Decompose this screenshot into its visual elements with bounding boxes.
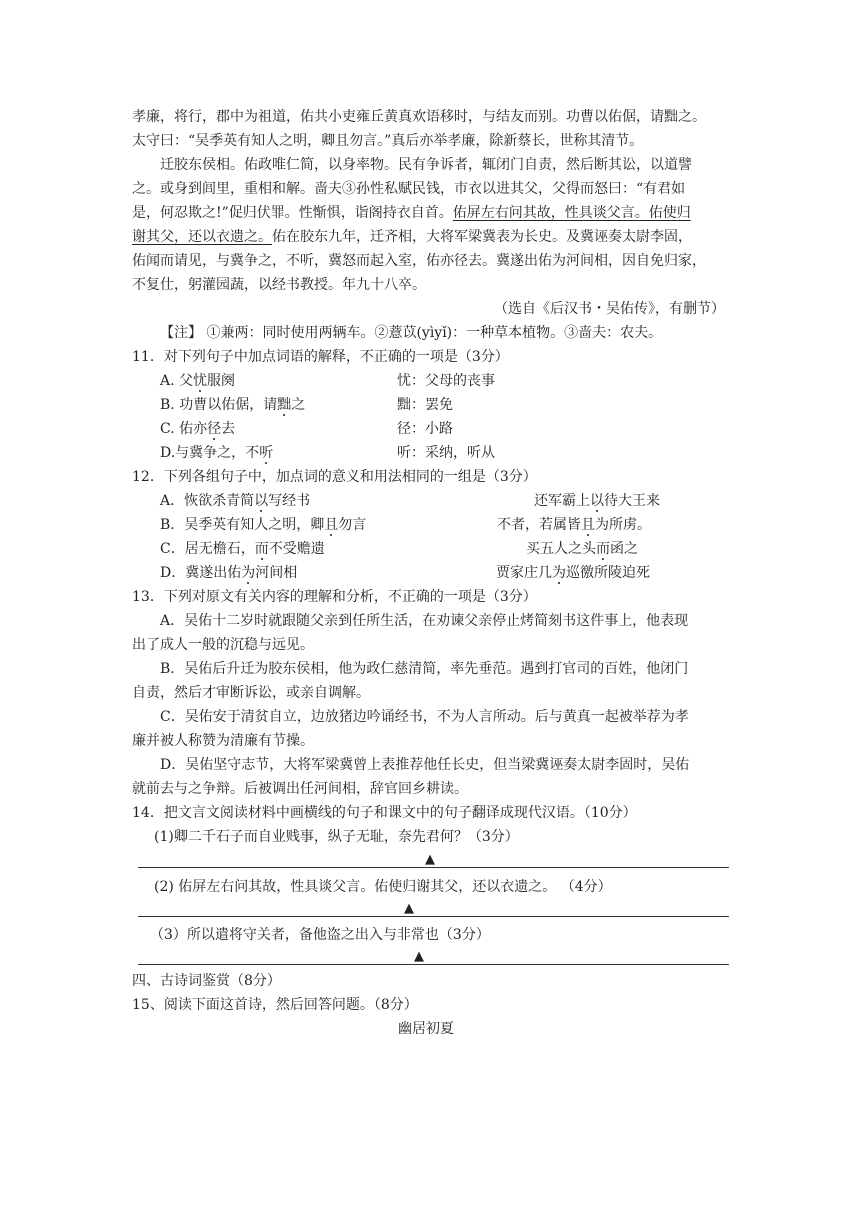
passage-line: 迁胶东侯相。佑政唯仁简，以身率物。民有争诉者，辄闭门自责，然后断其讼，以道譬 (160, 157, 692, 173)
answer-marker-icon: ▲ (425, 852, 435, 867)
q11-option-c: C. 佑亦径去 (160, 421, 236, 437)
dotted-word: 忧 (193, 373, 208, 389)
q11-option-a-gloss: 忧：父母的丧事 (397, 373, 495, 389)
answer-marker-icon: ▲ (414, 949, 424, 964)
q11-option-d-gloss: 听：采纳，听从 (397, 445, 495, 461)
q13-option-d: D．吴佑坚守志节，大将军梁冀曾上表推荐他任长史，但当梁冀诬奏太尉李固时，吴佑 (160, 757, 690, 773)
q13-option-a-cont: 出了成人一般的沉稳与远见。 (132, 637, 314, 653)
answer-marker-icon: ▲ (404, 901, 414, 916)
passage-line: 孝廉，将行，郡中为祖道，佑共小吏雍丘黄真欢语移时，与结友而别。功曹以佑倨，请黜之。 (132, 109, 706, 125)
q11-option-b-gloss: 黜：罢免 (397, 397, 453, 413)
q12-option-a-right: 还军霸上以待大王来 (534, 493, 660, 509)
q11-option-b: B. 功曹以佑倨，请黜之 (160, 397, 306, 413)
dotted-word: 以 (254, 493, 269, 509)
answer-line (138, 916, 729, 917)
underlined-sentence: 佑屏左右问其故，性具谈父言。佑使归 (452, 205, 691, 221)
question-15-stem: 15、阅读下面这首诗，然后回答问题。（8分） (132, 997, 418, 1013)
question-14-stem: 14．把文言文阅读材料中画横线的句子和课文中的句子翻译成现代汉语。（10分） (132, 805, 637, 821)
q11-option-d: D.与冀争之，不听 (160, 445, 274, 461)
q12-option-c-right: 买五人之头而函之 (526, 541, 638, 557)
dotted-word: 而 (254, 541, 269, 557)
q14-sentence-3: （3）所以遣将守关者，备他盗之出入与非常也（3分） (150, 927, 490, 943)
dotted-word: 且 (324, 517, 339, 533)
q14-sentence-2: (2) 佑屏左右问其故，性具谈父言。佑使归谢其父，还以衣遗之。 （4分） (154, 879, 612, 895)
dotted-word: 且 (581, 517, 595, 533)
footnote: 【注】 ①兼两：同时使用两辆车。②薏苡(yìyǐ)：一种草本植物。③啬夫：农夫。 (160, 325, 663, 341)
passage-line (132, 227, 692, 247)
source-citation: （选自《后汉书・吴佑传》，有删节） (494, 301, 725, 317)
passage-line (132, 203, 691, 223)
passage-line: 佑闻而请见，与冀争之，不听，冀怒而起入室，佑亦径去。冀遂出佑为河间相，因自免归家， (132, 253, 706, 269)
answer-line (138, 964, 729, 965)
q12-option-c-left: C．居无檐石，而不受赡遗 (160, 541, 325, 557)
passage-line: 太守曰：“吴季英有知人之明，卿且勿言。”真后亦举孝廉，除新蔡长，世称其清节。 (132, 133, 644, 149)
passage-text: 佑在胶东九年，迁齐相，大将军梁冀表为长史。及冀诬奏太尉李固， (272, 229, 692, 245)
q12-option-d-right: 贾家庄几为巡徼所陵迫死 (496, 565, 650, 581)
q13-option-b: B．吴佑后升迁为胶东侯相，他为政仁慈清简，率先垂范。遇到打官司的百姓，他闭门 (160, 661, 689, 677)
question-12-stem: 12．下列各组句子中，加点词的意义和用法相同的一组是（3分） (132, 469, 537, 485)
q11-option-c-gloss: 径：小路 (397, 421, 453, 437)
dotted-word: 径 (207, 421, 222, 437)
answer-line (138, 867, 729, 868)
q14-sentence-1: (1)卿二千石子而自业贱事，纵子无耻，奈先君何？（3分） (154, 829, 519, 845)
q11-option-a: A. 父忧服阕 (160, 373, 236, 389)
q13-option-d-cont: 就前去与之争辩。后被调出任河间相，辞官回乡耕读。 (132, 781, 468, 797)
dotted-word: 为 (552, 565, 566, 581)
question-13-stem: 13．下列对原文有关内容的理解和分析，不正确的一项是（3分） (132, 589, 537, 605)
dotted-word: 听 (259, 445, 274, 461)
q13-option-a: A．吴佑十二岁时就跟随父亲到任所生活，在劝谏父亲停止烤简刻书这件事上，他表现 (160, 613, 689, 629)
passage-text: 是，何忍欺之!”促归伏罪。性惭惧，诣阁持衣自首。 (132, 205, 453, 221)
dotted-word: 以 (590, 493, 604, 509)
q12-option-d-left: D．冀遂出佑为河间相 (160, 565, 298, 581)
q13-option-b-cont: 自责，然后才审断诉讼，或亲自调解。 (132, 685, 370, 701)
q12-option-a-left: A．恢欲杀青简以写经书 (160, 493, 311, 509)
q12-option-b-right: 不者，若属皆且为所虏。 (497, 517, 651, 533)
question-11-stem: 11．对下列句子中加点词语的解释，不正确的一项是（3分） (132, 349, 509, 365)
section-heading: 四、古诗词鉴赏（8分） (132, 973, 281, 989)
dotted-word: 为 (241, 565, 256, 581)
q12-option-b-left: B．吴季英有知人之明，卿且勿言 (160, 517, 367, 533)
poem-title: 幽居初夏 (398, 1021, 454, 1037)
q13-option-c-cont: 廉并被人称赞为清廉有节操。 (132, 733, 314, 749)
dotted-word: 黜 (277, 397, 292, 413)
dotted-word: 而 (596, 541, 610, 557)
passage-line: 之。或身到闾里，重相和解。啬夫③孙性私赋民钱，市衣以进其父，父得而怒曰：“有君如 (132, 181, 686, 197)
underlined-sentence: 谢其父，还以衣遗之。 (132, 229, 272, 245)
q13-option-c: C．吴佑安于清贫自立，边放猪边吟诵经书，不为人言所动。后与黄真一起被举荐为孝 (160, 709, 689, 725)
passage-line: 不复仕，躬灌园蔬，以经书教授。年九十八卒。 (132, 277, 426, 293)
